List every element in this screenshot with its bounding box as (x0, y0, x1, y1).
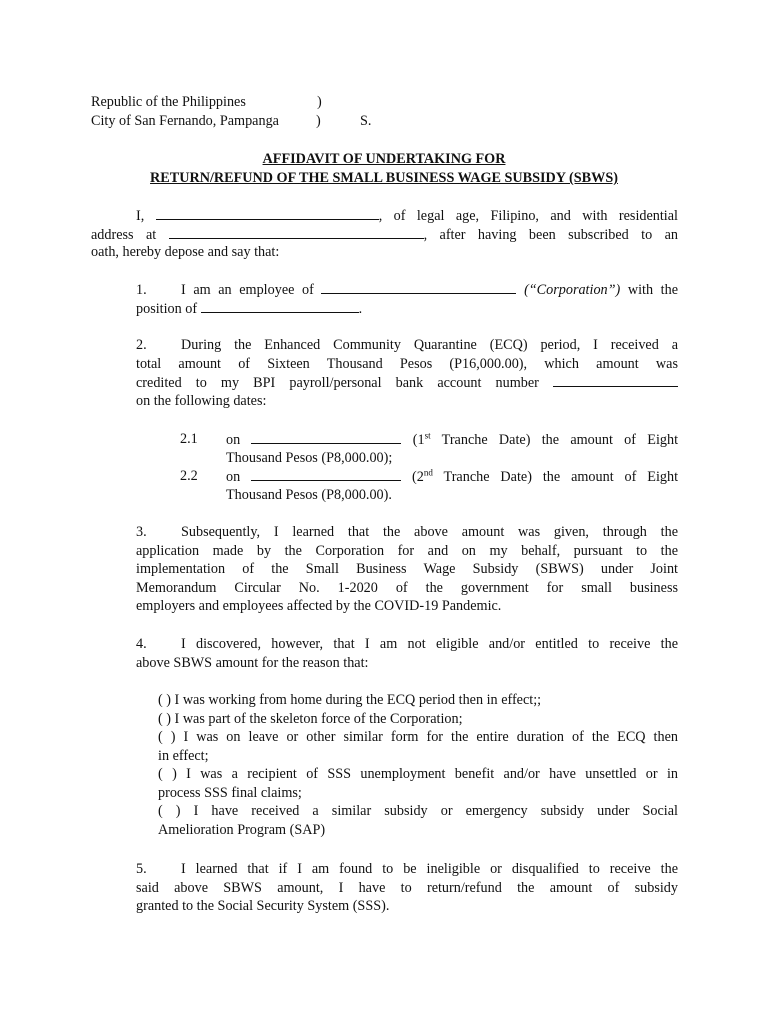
intro-paragraph (91, 206, 678, 262)
p3-line: Subsequently, I learned that the above amount was given, through the (181, 524, 678, 540)
sub-item-number: 2.2 (180, 468, 198, 484)
tranche-1-date-blank[interactable] (251, 430, 401, 444)
intro-text-3: oath, hereby depose and say that: (91, 244, 280, 260)
ordinal-suffix: nd (423, 467, 433, 478)
ordinal: (2 (412, 469, 424, 485)
paragraph-number: 2. (136, 337, 147, 353)
document-title-line-2: RETURN/REFUND OF THE SMALL BUSINESS WAGE SUBSIDY (SBWS) (150, 170, 618, 186)
reason-option-continued: in effect; (158, 747, 209, 764)
intro-i: I, (136, 208, 145, 224)
venue-s-label: S. (360, 113, 372, 129)
venue-paren: ) (317, 94, 322, 110)
sub-item-number: 2.1 (180, 431, 198, 447)
p3-line: employers and employees affected by the COVID-19 Pandemic. (136, 598, 502, 614)
sub-text-2: Thousand Pesos (P8,000.00); (226, 449, 393, 466)
paragraph-number: 4. (136, 636, 147, 652)
reason-option[interactable]: ( ) I was part of the skeleton force of the Corporation; (158, 710, 463, 727)
document-title-line-1: AFFIDAVIT OF UNDERTAKING FOR (262, 151, 506, 167)
p5-line: I learned that if I am found to be ineligible or disqualified to receive the (181, 861, 678, 877)
ordinal-suffix: st (424, 430, 431, 441)
intro-address-label: address at (91, 226, 157, 243)
paragraph-number: 3. (136, 524, 147, 540)
sub-on: on (226, 469, 241, 485)
p2-line-4: on the following dates: (136, 392, 267, 409)
address-blank[interactable] (169, 225, 424, 239)
paragraph-3 (136, 523, 678, 616)
employer-blank[interactable] (321, 280, 516, 294)
reason-option[interactable]: ( ) I have received a similar subsidy or emergency subsidy under Social (158, 803, 678, 819)
p4-line-1: I discovered, however, that I am not eligible and/or entitled to receive the (181, 636, 678, 652)
p5-line: said above SBWS amount, I have to return/refund the amount of subsidy (136, 879, 678, 896)
p2-line-2: total amount of Sixteen Thousand Pesos (P16,000.00), which amount was (136, 355, 678, 372)
intro-text-1: , of legal age, Filipino, and with residential (378, 208, 678, 224)
p1-lead: I am an employee of (181, 282, 314, 298)
reason-option-continued: process SSS final claims; (158, 784, 302, 801)
p3-line: Memorandum Circular No. 1-2020 of the government for small business (136, 579, 678, 596)
account-number-blank[interactable] (553, 373, 678, 387)
tranche-2-date-blank[interactable] (251, 467, 401, 481)
paragraph-2 (136, 336, 678, 410)
venue-block (91, 93, 372, 131)
p5-line: granted to the Social Security System (SSS). (136, 898, 390, 914)
sub-on: on (226, 432, 241, 448)
reason-options (158, 691, 678, 839)
p3-line: application made by the Corporation for and on my behalf, pursuant to the (136, 542, 678, 559)
sub-text: Tranche Date) the amount of Eight (441, 432, 679, 448)
venue-paren: ) (316, 113, 321, 129)
paragraph-number: 1. (136, 282, 147, 298)
reason-option[interactable]: ( ) I was a recipient of SSS unemployment benefit and/or have unsettled or in (158, 766, 678, 782)
corporation-label: (“Corporation”) (524, 282, 621, 298)
paragraph-1 (136, 280, 678, 317)
reason-option[interactable]: ( ) I was on leave or other similar form for the entire duration of the ECQ then (158, 729, 678, 745)
intro-text-2: , after having been subscribed to an (423, 226, 678, 243)
name-blank[interactable] (156, 206, 379, 220)
position-label: position of (136, 300, 198, 317)
p4-line-2: above SBWS amount for the reason that: (136, 654, 369, 671)
paragraph-4 (136, 635, 678, 672)
p2-line-3: credited to my BPI payroll/personal bank account number (136, 375, 539, 391)
venue-country: Republic of the Philippines (91, 94, 246, 110)
p1-tail: with the (627, 282, 679, 298)
ordinal: (1 (412, 432, 425, 448)
p1-end: . (358, 300, 363, 317)
sub-text: Tranche Date) the amount of Eight (443, 469, 679, 485)
reason-option-continued: Amelioration Program (SAP) (158, 821, 326, 838)
paragraph-number: 5. (136, 861, 147, 877)
reason-option[interactable]: ( ) I was working from home during the ECQ period then in effect;; (158, 692, 542, 708)
p3-line: implementation of the Small Business Wage Subsidy (SBWS) under Joint (136, 561, 678, 577)
p2-line-1: During the Enhanced Community Quarantine (ECQ) period, I received a (181, 337, 678, 353)
sub-text-2: Thousand Pesos (P8,000.00). (226, 486, 392, 503)
paragraph-5 (136, 860, 678, 916)
position-blank[interactable] (201, 299, 359, 313)
venue-city: City of San Fernando, Pampanga (91, 113, 279, 129)
